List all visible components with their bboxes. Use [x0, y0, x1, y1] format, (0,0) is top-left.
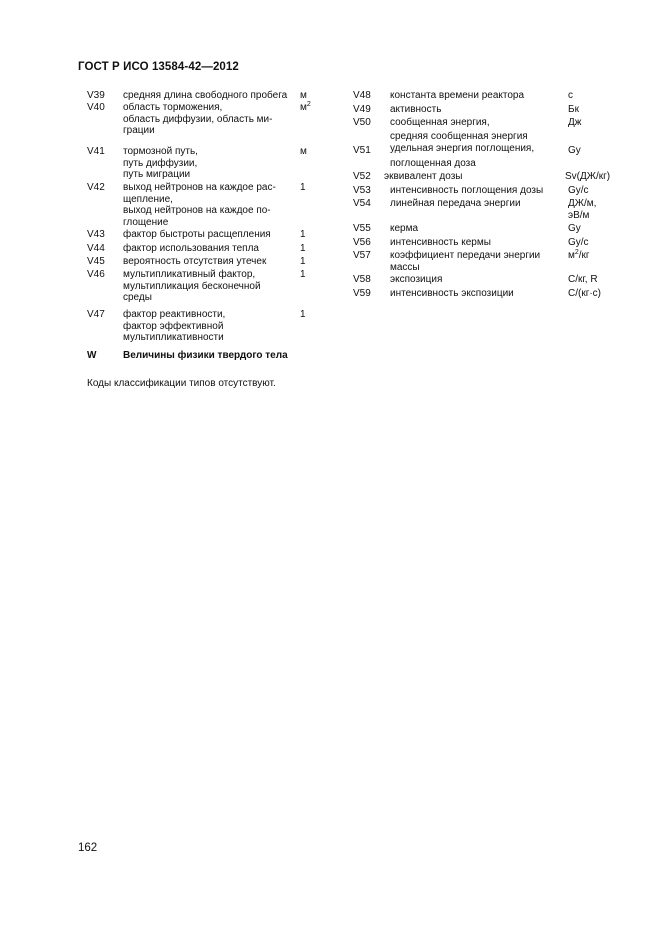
- unit-exponent: 2: [306, 101, 311, 108]
- quantity-name-line: активность: [390, 104, 442, 115]
- unit-base: Дж: [568, 117, 582, 128]
- unit-base: Sv(ДЖ/кг): [565, 171, 611, 182]
- quantity-name-line: область торможения,: [123, 102, 223, 113]
- unit-base: С/кг, R: [568, 274, 598, 285]
- quantity-code: V56: [353, 237, 371, 248]
- quantity-code: V57: [353, 250, 371, 261]
- unit-base: м: [300, 102, 307, 113]
- unit-base: 1: [300, 256, 306, 267]
- quantity-name-line: сообщенная энергия,: [390, 117, 490, 128]
- quantity-code: V52: [353, 171, 371, 182]
- quantity-name-line: путь диффузии,: [123, 157, 198, 169]
- quantity-unit: [300, 102, 311, 114]
- quantity-unit: [568, 274, 598, 286]
- quantity-unit: [568, 185, 589, 197]
- unit-suffix: /кг: [578, 250, 590, 261]
- quantity-name-line: средняя сообщенная энергия: [390, 131, 528, 142]
- quantity-name-line: мультипликация бесконечной: [123, 280, 261, 292]
- unit-base: 1: [300, 243, 306, 254]
- quantity-code: V45: [87, 256, 105, 267]
- quantity-name-line: эквивалент дозы: [384, 171, 463, 182]
- quantity-code: V47: [87, 309, 105, 320]
- quantity-code: V53: [353, 185, 371, 196]
- quantity-code: V49: [353, 104, 371, 115]
- unit-base: м: [568, 250, 575, 261]
- quantity-name-line: мультипликативный фактор,: [123, 269, 256, 280]
- unit-base: С/(кг·с): [568, 288, 602, 299]
- quantity-code: V43: [87, 229, 105, 240]
- quantity-name-line: интенсивность экспозиции: [390, 288, 514, 299]
- unit-base: м: [300, 90, 307, 101]
- quantity-unit: [300, 146, 307, 158]
- quantity-unit: [300, 243, 306, 255]
- unit-base: 1: [300, 229, 306, 240]
- quantity-name-line: средняя длина свободного пробега: [123, 90, 288, 101]
- quantity-name-line: поглощенная доза: [390, 158, 476, 169]
- quantity-name-line: глощение: [123, 216, 169, 228]
- quantity-name-line: удельная энергия поглощения,: [390, 142, 535, 154]
- section-code: W: [87, 350, 97, 361]
- quantity-code: V50: [353, 117, 371, 128]
- unit-base: Gy: [568, 145, 581, 156]
- quantity-unit: [568, 104, 579, 116]
- quantity-name-line: путь миграции: [123, 169, 191, 180]
- unit-base: Gy/c: [568, 185, 589, 196]
- quantity-code: V51: [353, 145, 371, 156]
- quantity-name-line: константа времени реактора: [390, 90, 525, 101]
- quantity-name-line: массы: [390, 261, 420, 273]
- quantity-unit: ДЖ/м,: [568, 198, 597, 209]
- quantity-code: V58: [353, 274, 371, 285]
- right-quantity-column: [353, 90, 623, 305]
- quantity-name-line: тормозной путь,: [123, 146, 198, 157]
- quantity-code: V59: [353, 288, 371, 299]
- quantity-name-line: интенсивность кермы: [390, 237, 491, 248]
- unit-exponent: 2: [574, 249, 579, 256]
- quantity-unit: [300, 90, 307, 102]
- unit-base: 1: [300, 182, 306, 193]
- unit-base: Gy: [568, 223, 581, 234]
- quantity-name-line: фактор быстроты расщепления: [123, 229, 271, 240]
- quantity-name-line: интенсивность поглощения дозы: [390, 185, 544, 196]
- quantity-unit: [568, 237, 589, 249]
- quantity-unit: [300, 309, 306, 321]
- quantity-name-line: линейная передача энергии: [390, 198, 521, 209]
- unit-base: 1: [300, 269, 306, 280]
- quantity-unit: эВ/м: [568, 209, 590, 221]
- quantity-unit: [300, 182, 306, 194]
- note-text: Коды классификации типов отсутствуют.: [87, 378, 276, 389]
- quantity-name-line: мультипликативности: [123, 332, 224, 343]
- quantity-name-line: область диффузии, область ми-: [123, 113, 273, 125]
- quantity-name-line: фактор реактивности,: [123, 309, 226, 320]
- quantity-code: V54: [353, 198, 371, 209]
- quantity-code: V46: [87, 269, 105, 280]
- quantity-unit: [300, 229, 306, 241]
- quantity-code: V40: [87, 102, 105, 113]
- quantity-name-line: керма: [390, 223, 419, 234]
- unit-base: Gy/c: [568, 237, 589, 248]
- quantity-name-line: экспозиция: [390, 274, 443, 285]
- unit-base: м: [300, 146, 307, 157]
- document-header: ГОСТ Р ИСО 13584-42—2012: [78, 61, 239, 73]
- quantity-code: V39: [87, 90, 105, 101]
- quantity-unit: [568, 145, 581, 157]
- quantity-name-line: выход нейтронов на каждое по-: [123, 205, 271, 216]
- quantity-name-line: среды: [123, 292, 152, 303]
- quantity-name-line: щепление,: [123, 193, 173, 205]
- quantity-code: V55: [353, 223, 371, 234]
- quantity-unit: [568, 288, 601, 300]
- quantity-code: V44: [87, 243, 105, 254]
- quantity-name-line: грации: [123, 125, 155, 136]
- quantity-name-line: фактор использования тепла: [123, 243, 259, 254]
- section-heading: [87, 350, 288, 361]
- page-number: 162: [78, 842, 98, 854]
- unit-base: с: [568, 90, 573, 101]
- quantity-unit: [565, 171, 610, 183]
- quantity-unit: [568, 117, 581, 129]
- unit-base: Бк: [568, 104, 579, 115]
- quantity-name-line: вероятность отсутствия утечек: [123, 256, 267, 267]
- quantity-code: V41: [87, 146, 105, 157]
- quantity-name-line: выход нейтронов на каждое рас-: [123, 182, 276, 193]
- quantity-unit: [300, 269, 306, 281]
- quantity-unit: [300, 256, 306, 268]
- left-quantity-column: [87, 90, 327, 360]
- quantity-code: V42: [87, 182, 105, 193]
- section-title: Величины физики твердого тела: [123, 350, 288, 361]
- quantity-name-line: коэффициент передачи энергии: [390, 250, 541, 261]
- quantity-code: V48: [353, 90, 371, 101]
- quantity-unit: [568, 90, 573, 102]
- unit-base: 1: [300, 309, 306, 320]
- quantity-unit: [568, 250, 590, 262]
- quantity-name-line: фактор эффективной: [123, 320, 224, 332]
- quantity-unit: [568, 223, 581, 235]
